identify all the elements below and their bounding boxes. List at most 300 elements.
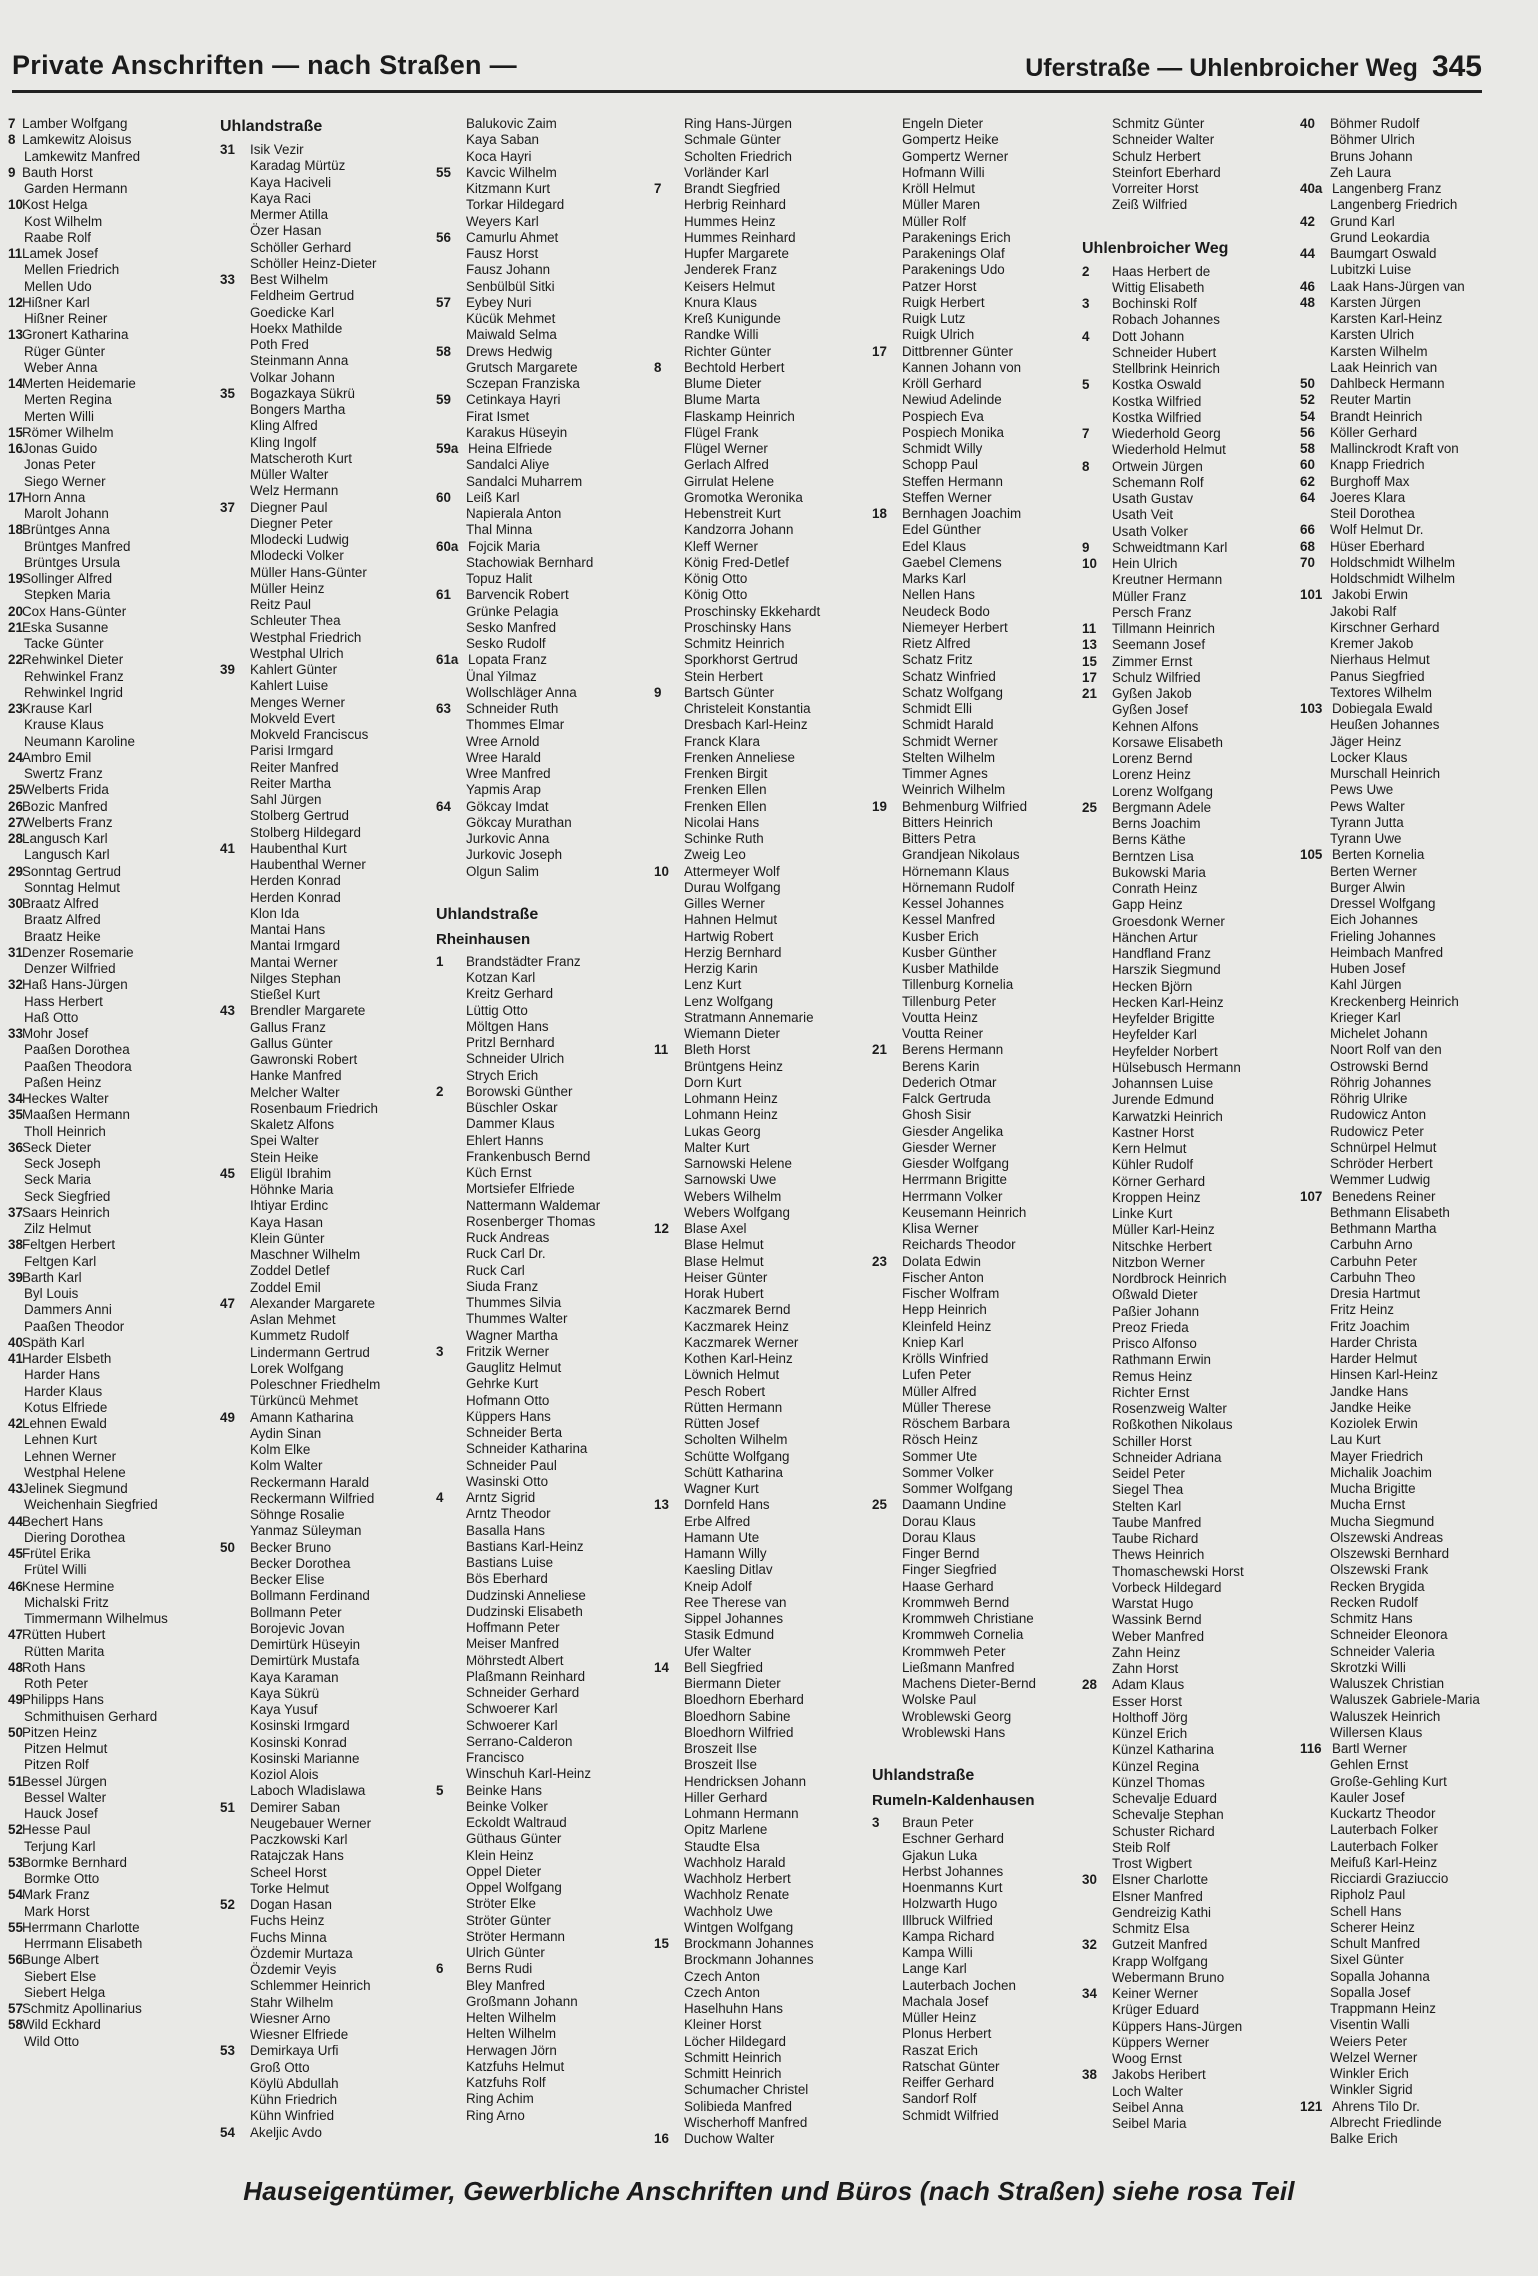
resident-name: Best Wilhelm	[250, 272, 329, 287]
resident-name: Stießel Kurt	[250, 987, 320, 1002]
resident-name: Schmitt Heinrich	[684, 2066, 782, 2081]
resident-name: Wintgen Wolfgang	[684, 1919, 794, 1935]
resident-name: Michelet Johann	[1330, 1026, 1428, 1041]
resident-name: Kirschner Gerhard	[1330, 619, 1440, 635]
resident-name: Lauterbach Folker	[1330, 1822, 1438, 1838]
resident-entry	[220, 191, 438, 207]
resident-name: Wree Arnold	[466, 733, 540, 749]
resident-name: Heiser Günter	[684, 1269, 768, 1285]
resident-name: Ruigk Ulrich	[902, 327, 975, 343]
resident-name: Kremer Jakob	[1330, 636, 1414, 651]
house-number: 40	[8, 1334, 23, 1350]
house-number: 61a	[436, 652, 459, 668]
resident-entry	[654, 2115, 876, 2131]
resident-name: Oßwald Dieter	[1112, 1287, 1198, 1303]
house-number: 15	[8, 424, 23, 440]
resident-entry	[654, 1757, 876, 1773]
resident-entry	[220, 1881, 438, 1897]
resident-name: Ricciardi Graziuccio	[1330, 1871, 1449, 1886]
resident-name: Ring Arno	[466, 2107, 525, 2123]
resident-name: Robach Johannes	[1112, 312, 1220, 328]
resident-entry	[220, 597, 438, 613]
resident-name: Kleff Werner	[684, 538, 758, 554]
resident-entry	[872, 360, 1094, 376]
resident-name: Duchow Walter	[684, 2131, 775, 2146]
house-number: 13	[8, 327, 23, 343]
house-number: 18	[872, 506, 887, 521]
resident-entry	[1300, 1985, 1508, 2001]
resident-name: Fischer Anton	[902, 1269, 984, 1285]
resident-entry	[872, 1026, 1094, 1042]
resident-entry	[1300, 474, 1508, 490]
resident-name: Haubenthal Werner	[250, 857, 366, 872]
resident-entry	[220, 938, 438, 954]
resident-name: Lorenz Heinz	[1112, 767, 1191, 783]
resident-entry	[220, 1783, 438, 1799]
resident-entry	[1300, 994, 1508, 1010]
resident-name: Lenz Wolfgang	[684, 993, 774, 1009]
resident-entry	[8, 896, 213, 912]
resident-name: Gökcay Murathan	[466, 814, 572, 830]
resident-entry	[872, 1302, 1094, 1318]
resident-entry	[654, 1075, 876, 1091]
resident-name: Adam Klaus	[1112, 1677, 1185, 1693]
resident-entry	[654, 1709, 876, 1725]
resident-name: Braatz Alfred	[24, 912, 101, 928]
resident-name: Amann Katharina	[250, 1409, 354, 1425]
resident-name: Diering Dorothea	[24, 1529, 126, 1545]
resident-name: Aslan Mehmet	[250, 1312, 336, 1327]
resident-name: Stasik Edmund	[684, 1627, 775, 1643]
resident-name: Paczkowski Karl	[250, 1832, 348, 1847]
resident-name: Karsten Karl-Heinz	[1330, 311, 1443, 326]
house-number: 29	[8, 863, 23, 879]
house-number: 101	[1300, 587, 1323, 603]
resident-name: Zeh Laura	[1330, 164, 1392, 180]
resident-name: Kusber Erich	[902, 928, 979, 944]
resident-name: Türküncü Mehmet	[250, 1393, 358, 1409]
resident-entry	[1300, 1432, 1508, 1448]
resident-name: Langusch Karl	[24, 847, 110, 863]
resident-name: Harder Klaus	[24, 1383, 103, 1399]
resident-entry	[872, 1896, 1094, 1912]
resident-name: Gaebel Clemens	[902, 554, 1002, 570]
resident-entry	[8, 295, 213, 311]
resident-entry	[654, 1107, 876, 1123]
resident-entry	[8, 766, 213, 782]
resident-entry	[1082, 2019, 1304, 2035]
directory-column-6	[1082, 116, 1304, 2156]
resident-entry	[1082, 540, 1304, 556]
resident-entry	[220, 1848, 438, 1864]
resident-entry	[8, 1270, 213, 1286]
resident-name: Ghosh Sisir	[902, 1107, 972, 1123]
resident-name: Schwoerer Karl	[466, 1717, 558, 1733]
resident-entry	[654, 1790, 876, 1806]
resident-name: Wachholz Herbert	[684, 1871, 791, 1886]
resident-name: Dressel Wolfgang	[1330, 896, 1436, 911]
resident-entry	[1082, 1921, 1304, 1937]
house-number: 14	[654, 1659, 669, 1675]
resident-entry	[1300, 1887, 1508, 1903]
resident-name: Willersen Klaus	[1330, 1724, 1423, 1740]
resident-entry	[872, 1189, 1094, 1205]
resident-entry	[872, 782, 1094, 798]
resident-entry	[1300, 1367, 1508, 1383]
house-number: 55	[436, 164, 451, 180]
resident-entry	[872, 1449, 1094, 1465]
resident-name: Westphal Ulrich	[250, 645, 344, 661]
resident-entry	[8, 1936, 213, 1952]
resident-name: Weber Anna	[24, 359, 98, 375]
resident-entry	[220, 2125, 438, 2141]
resident-name: Linke Kurt	[1112, 1206, 1173, 1221]
resident-entry	[872, 1831, 1094, 1847]
resident-entry	[1082, 264, 1304, 280]
resident-entry	[8, 1660, 213, 1676]
resident-name: Welberts Frida	[22, 782, 109, 798]
resident-entry	[654, 717, 876, 733]
resident-entry	[436, 1864, 658, 1880]
resident-name: Gyßen Jakob	[1112, 686, 1192, 701]
resident-name: Reckermann Harald	[250, 1474, 370, 1490]
house-number: 46	[8, 1578, 23, 1594]
resident-entry	[436, 1181, 658, 1197]
resident-name: Jakobi Erwin	[1332, 587, 1408, 603]
resident-name: Fritz Joachim	[1330, 1318, 1410, 1334]
resident-name: Carbuhn Peter	[1330, 1253, 1418, 1269]
resident-entry	[436, 1279, 658, 1295]
resident-name: Müller Heinz	[250, 580, 325, 596]
resident-entry	[872, 1351, 1094, 1367]
resident-name: Wild Otto	[24, 2033, 80, 2049]
resident-name: Engeln Dieter	[902, 116, 984, 131]
resident-name: Saars Heinrich	[22, 1204, 110, 1220]
resident-entry	[220, 272, 438, 288]
resident-name: Paßen Heinz	[24, 1074, 102, 1090]
resident-entry	[654, 1676, 876, 1692]
resident-entry	[220, 516, 438, 532]
resident-entry	[654, 1156, 876, 1172]
resident-name: Gjakun Luka	[902, 1847, 978, 1863]
resident-name: Heyfelder Karl	[1112, 1027, 1197, 1043]
resident-name: Bloedhorn Sabine	[684, 1708, 791, 1724]
resident-entry	[8, 782, 213, 798]
resident-name: Schmitt Heinrich	[684, 2049, 782, 2065]
resident-entry	[1082, 2084, 1304, 2100]
resident-entry	[872, 1010, 1094, 1026]
resident-entry	[654, 1741, 876, 1757]
resident-entry	[1300, 782, 1508, 798]
resident-name: Steil Dorothea	[1330, 506, 1415, 521]
resident-entry	[1082, 1840, 1304, 1856]
resident-entry	[1082, 1970, 1304, 1986]
resident-name: Trappmann Heinz	[1330, 2001, 1436, 2016]
resident-name: Giesder Angelika	[902, 1123, 1004, 1139]
resident-entry	[8, 1709, 213, 1725]
resident-entry	[220, 240, 438, 256]
resident-entry	[1082, 1369, 1304, 1385]
resident-entry	[220, 906, 438, 922]
resident-name: Torkar Hildegard	[466, 197, 565, 213]
resident-entry	[8, 912, 213, 928]
house-number: 60	[1300, 457, 1315, 473]
resident-entry	[872, 344, 1094, 360]
resident-name: Nitschke Herbert	[1112, 1238, 1212, 1254]
resident-entry	[436, 376, 658, 392]
resident-entry	[436, 1100, 658, 1116]
resident-name: Bitters Heinrich	[902, 814, 993, 830]
resident-name: Langusch Karl	[22, 831, 108, 846]
resident-name: Kehnen Alfons	[1112, 718, 1199, 734]
resident-entry	[1300, 311, 1508, 327]
resident-entry	[1300, 587, 1508, 603]
resident-name: Schemann Rolf	[1112, 474, 1204, 490]
resident-entry	[220, 1101, 438, 1117]
resident-entry	[872, 1644, 1094, 1660]
resident-name: Dorn Kurt	[684, 1074, 742, 1090]
resident-entry	[220, 743, 438, 759]
resident-name: Jandke Heike	[1330, 1399, 1412, 1415]
resident-entry	[1300, 2034, 1508, 2050]
resident-name: Kleinfeld Heinz	[902, 1318, 992, 1334]
resident-entry	[654, 1611, 876, 1627]
resident-name: Yapmis Arap	[466, 782, 541, 798]
resident-name: Wachholz Uwe	[684, 1903, 773, 1919]
resident-name: Barvencik Robert	[466, 587, 569, 603]
resident-entry	[8, 1059, 213, 1075]
resident-entry	[436, 1669, 658, 1685]
resident-name: Karsten Wilhelm	[1330, 343, 1428, 359]
resident-entry	[220, 1133, 438, 1149]
resident-name: Krapp Wolfgang	[1112, 1953, 1208, 1969]
resident-entry	[8, 1920, 213, 1936]
resident-name: Wiemann Dieter	[684, 1026, 780, 1041]
resident-entry	[654, 1140, 876, 1156]
house-number: 64	[1300, 489, 1315, 505]
resident-entry	[1300, 1579, 1508, 1595]
resident-entry	[8, 425, 213, 441]
resident-name: Scherer Heinz	[1330, 1919, 1415, 1935]
resident-entry	[436, 1133, 658, 1149]
resident-entry	[1300, 279, 1508, 295]
resident-entry	[436, 1441, 658, 1457]
resident-name: Eckoldt Waltraud	[466, 1815, 567, 1830]
house-number: 16	[654, 2131, 669, 2146]
resident-name: Koziol Alois	[250, 1767, 319, 1782]
resident-name: Kolm Walter	[250, 1458, 323, 1474]
resident-entry	[436, 1165, 658, 1181]
resident-entry	[872, 2010, 1094, 2026]
resident-entry	[872, 864, 1094, 880]
resident-name: Hepp Heinrich	[902, 1302, 987, 1318]
resident-entry	[872, 1595, 1094, 1611]
resident-entry	[436, 1848, 658, 1864]
house-number: 103	[1300, 701, 1323, 716]
resident-entry	[8, 734, 213, 750]
resident-entry	[220, 971, 438, 987]
resident-entry	[654, 1904, 876, 1920]
house-number: 7	[654, 181, 662, 196]
resident-entry	[654, 360, 876, 376]
house-number: 12	[654, 1221, 669, 1236]
resident-entry	[1082, 1629, 1304, 1645]
resident-entry	[654, 2066, 876, 2082]
house-number: 56	[8, 1952, 23, 1968]
resident-name: Bongers Martha	[250, 402, 346, 417]
resident-entry	[1300, 246, 1508, 262]
resident-name: Hörnemann Rudolf	[902, 879, 1015, 895]
resident-name: Wollschläger Anna	[466, 684, 577, 700]
resident-name: Lorenz Wolfgang	[1112, 783, 1213, 799]
resident-entry	[1300, 1400, 1508, 1416]
resident-name: Karsten Ulrich	[1330, 327, 1415, 343]
resident-entry	[436, 1831, 658, 1847]
resident-entry	[220, 1605, 438, 1621]
resident-name: Schmidt Willy	[902, 441, 983, 456]
resident-entry	[8, 2017, 213, 2033]
resident-entry	[436, 116, 658, 132]
resident-entry	[872, 571, 1094, 587]
resident-entry	[872, 327, 1094, 343]
resident-name: Denzer Wilfried	[24, 961, 116, 976]
resident-entry	[436, 1149, 658, 1165]
resident-name: Webers Wilhelm	[684, 1188, 782, 1204]
resident-name: Christeleit Konstantia	[684, 701, 811, 716]
resident-name: Bös Eberhard	[466, 1571, 548, 1587]
resident-name: Usath Gustav	[1112, 491, 1194, 506]
resident-name: Schneider Ulrich	[466, 1051, 565, 1067]
resident-name: Schöller Gerhard	[250, 239, 352, 255]
resident-name: Langenberg Franz	[1332, 181, 1442, 196]
resident-entry	[654, 474, 876, 490]
resident-entry	[436, 1311, 658, 1327]
resident-entry	[436, 1555, 658, 1571]
resident-name: Römer Wilhelm	[22, 424, 114, 440]
resident-name: Taube Richard	[1112, 1531, 1199, 1546]
resident-entry	[1082, 197, 1304, 213]
resident-name: Senbülbül Sitki	[466, 278, 555, 294]
resident-entry	[220, 1962, 438, 1978]
house-number: 5	[436, 1782, 444, 1798]
resident-entry	[654, 376, 876, 392]
resident-entry	[220, 1832, 438, 1848]
resident-entry	[436, 2010, 658, 2026]
resident-name: Schöller Heinz-Dieter	[250, 255, 377, 271]
resident-name: Rehwinkel Franz	[24, 668, 124, 684]
house-number: 8	[1082, 458, 1090, 474]
resident-name: Böhmer Ulrich	[1330, 132, 1415, 148]
resident-entry	[654, 2131, 876, 2147]
resident-name: Lauterbach Jochen	[902, 1977, 1016, 1993]
resident-entry	[1082, 149, 1304, 165]
resident-name: Bell Siegfried	[684, 1659, 763, 1675]
house-number: 28	[1082, 1677, 1097, 1693]
resident-entry	[1082, 2067, 1304, 2083]
resident-name: Jurkovic Joseph	[466, 847, 563, 863]
resident-entry	[220, 678, 438, 694]
resident-entry	[1082, 914, 1304, 930]
resident-entry	[1082, 1499, 1304, 1515]
resident-entry	[436, 1815, 658, 1831]
resident-entry	[8, 1026, 213, 1042]
resident-name: Dogan Hasan	[250, 1897, 332, 1912]
resident-entry	[436, 750, 658, 766]
resident-name: Matscheroth Kurt	[250, 450, 352, 466]
resident-name: Nilges Stephan	[250, 970, 341, 986]
house-number: 48	[1300, 294, 1315, 310]
resident-name: Dammers Anni	[24, 1302, 112, 1318]
resident-entry	[220, 662, 438, 678]
resident-entry	[220, 1913, 438, 1929]
resident-entry	[1082, 686, 1304, 702]
resident-name: Seibel Maria	[1112, 2116, 1187, 2131]
resident-entry	[436, 1880, 658, 1896]
resident-entry	[436, 1783, 658, 1799]
resident-name: Pews Uwe	[1330, 782, 1394, 798]
resident-name: Lamber Wolfgang	[22, 116, 128, 131]
resident-entry	[654, 880, 876, 896]
resident-entry	[872, 1270, 1094, 1286]
resident-name: Durau Wolfgang	[684, 879, 781, 895]
resident-entry	[436, 782, 658, 798]
house-number: 19	[8, 571, 23, 586]
resident-entry	[654, 652, 876, 668]
resident-entry	[1300, 652, 1508, 668]
house-number: 14	[8, 376, 23, 391]
resident-name: Möhrstedt Albert	[466, 1652, 564, 1668]
resident-name: Sandalci Muharrem	[466, 473, 583, 489]
resident-entry	[654, 864, 876, 880]
resident-name: Mokveld Evert	[250, 710, 335, 726]
resident-entry	[8, 555, 213, 571]
resident-entry	[436, 1230, 658, 1246]
resident-entry	[1082, 1824, 1304, 1840]
resident-entry	[1300, 1205, 1508, 1221]
resident-name: Weber Manfred	[1112, 1628, 1205, 1644]
resident-name: Rosenzweig Walter	[1112, 1401, 1227, 1416]
street-heading: Uhlenbroicher Weg	[1082, 239, 1229, 257]
resident-entry	[872, 1514, 1094, 1530]
house-number: 43	[8, 1481, 23, 1496]
resident-entry	[220, 1182, 438, 1198]
resident-name: Wiederhold Georg	[1112, 426, 1221, 441]
resident-entry	[1082, 979, 1304, 995]
resident-name: Ruigk Lutz	[902, 311, 966, 326]
resident-name: Nierhaus Helmut	[1330, 652, 1430, 668]
resident-entry	[1082, 767, 1304, 783]
resident-entry	[220, 337, 438, 353]
house-number: 10	[654, 863, 669, 879]
resident-entry	[1300, 409, 1508, 425]
resident-entry	[8, 1822, 213, 1838]
resident-entry	[1300, 1416, 1508, 1432]
resident-entry	[1082, 1872, 1304, 1888]
resident-entry	[1082, 1580, 1304, 1596]
house-number: 38	[1082, 2067, 1097, 2083]
resident-name: Künzel Thomas	[1112, 1774, 1205, 1790]
resident-name: Daamann Undine	[902, 1497, 1007, 1513]
house-number: 30	[8, 896, 23, 911]
resident-name: Pitzen Helmut	[24, 1741, 108, 1756]
resident-entry	[220, 1751, 438, 1767]
resident-name: Kauler Josef	[1330, 1789, 1405, 1805]
resident-entry	[436, 986, 658, 1002]
directory-column-2	[220, 116, 438, 2156]
resident-entry	[220, 1540, 438, 1556]
resident-entry	[8, 1627, 213, 1643]
resident-name: Pritzl Bernhard	[466, 1035, 555, 1050]
